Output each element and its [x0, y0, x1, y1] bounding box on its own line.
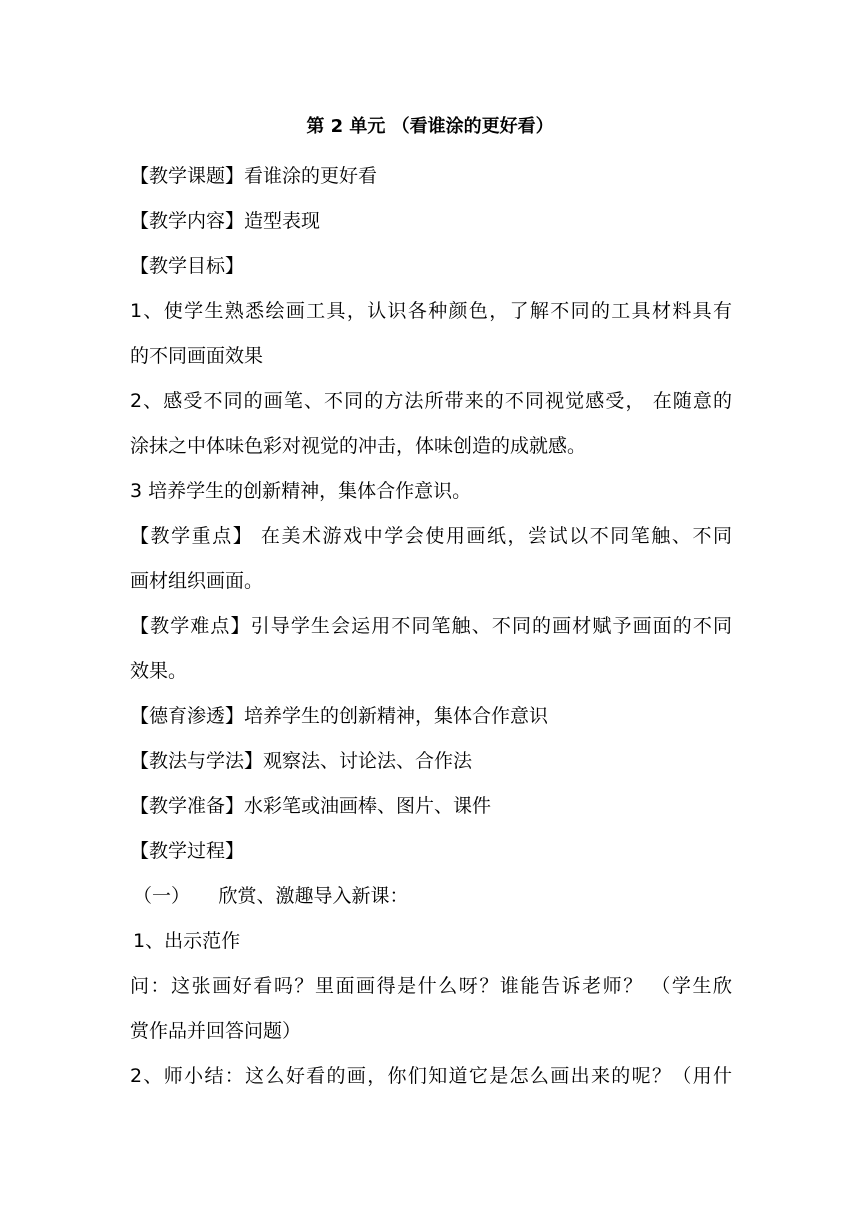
goal-3-line: 3 培养学生的创新精神，集体合作意识。	[130, 480, 472, 502]
teaching-preparation-line: 【教学准备】水彩笔或油画棒、图片、课件	[130, 795, 492, 817]
lesson-goals-heading: 【教学目标】	[130, 255, 245, 277]
moral-education-line: 【德育渗透】培养学生的创新精神，集体合作意识	[130, 705, 549, 727]
step-1-line: 1、出示范作	[133, 930, 241, 952]
document-body	[130, 154, 732, 1099]
question-line-2: 赏作品并回答问题）	[130, 1020, 302, 1042]
goal-2-line-2: 涂抹之中体味色彩对视觉的冲击，体味创造的成就感。	[130, 435, 587, 457]
goal-2-line-1: 2、感受不同的画笔、不同的方法所带来的不同视觉感受， 在随意的	[130, 390, 732, 412]
teaching-methods-line: 【教法与学法】观察法、讨论法、合作法	[130, 750, 473, 772]
teaching-process-heading: 【教学过程】	[130, 840, 245, 862]
key-point-line-1: 【教学重点】 在美术游戏中学会使用画纸，尝试以不同笔触、不同	[130, 525, 732, 547]
key-point-line-2: 画材组织画面。	[130, 570, 264, 592]
goal-1-line-1: 1、使学生熟悉绘画工具，认识各种颜色，了解不同的工具材料具有	[130, 300, 732, 322]
lesson-content-line: 【教学内容】造型表现	[130, 210, 321, 232]
summary-line: 2、师小结：这么好看的画，你们知道它是怎么画出来的呢？（用什	[130, 1065, 732, 1087]
difficulty-line-1: 【教学难点】引导学生会运用不同笔触、不同的画材赋予画面的不同	[130, 615, 732, 637]
question-line-1: 问：这张画好看吗？里面画得是什么呀？谁能告诉老师？ （学生欣	[130, 975, 732, 997]
goal-1-line-2: 的不同画面效果	[130, 345, 264, 367]
lesson-topic-line: 【教学课题】看谁涂的更好看	[130, 165, 378, 187]
difficulty-line-2: 效果。	[130, 660, 188, 682]
section-1-heading: （一） 欣赏、激趣导入新课：	[133, 885, 409, 907]
document-title: 第 2 单元 （看谁涂的更好看）	[306, 116, 554, 137]
